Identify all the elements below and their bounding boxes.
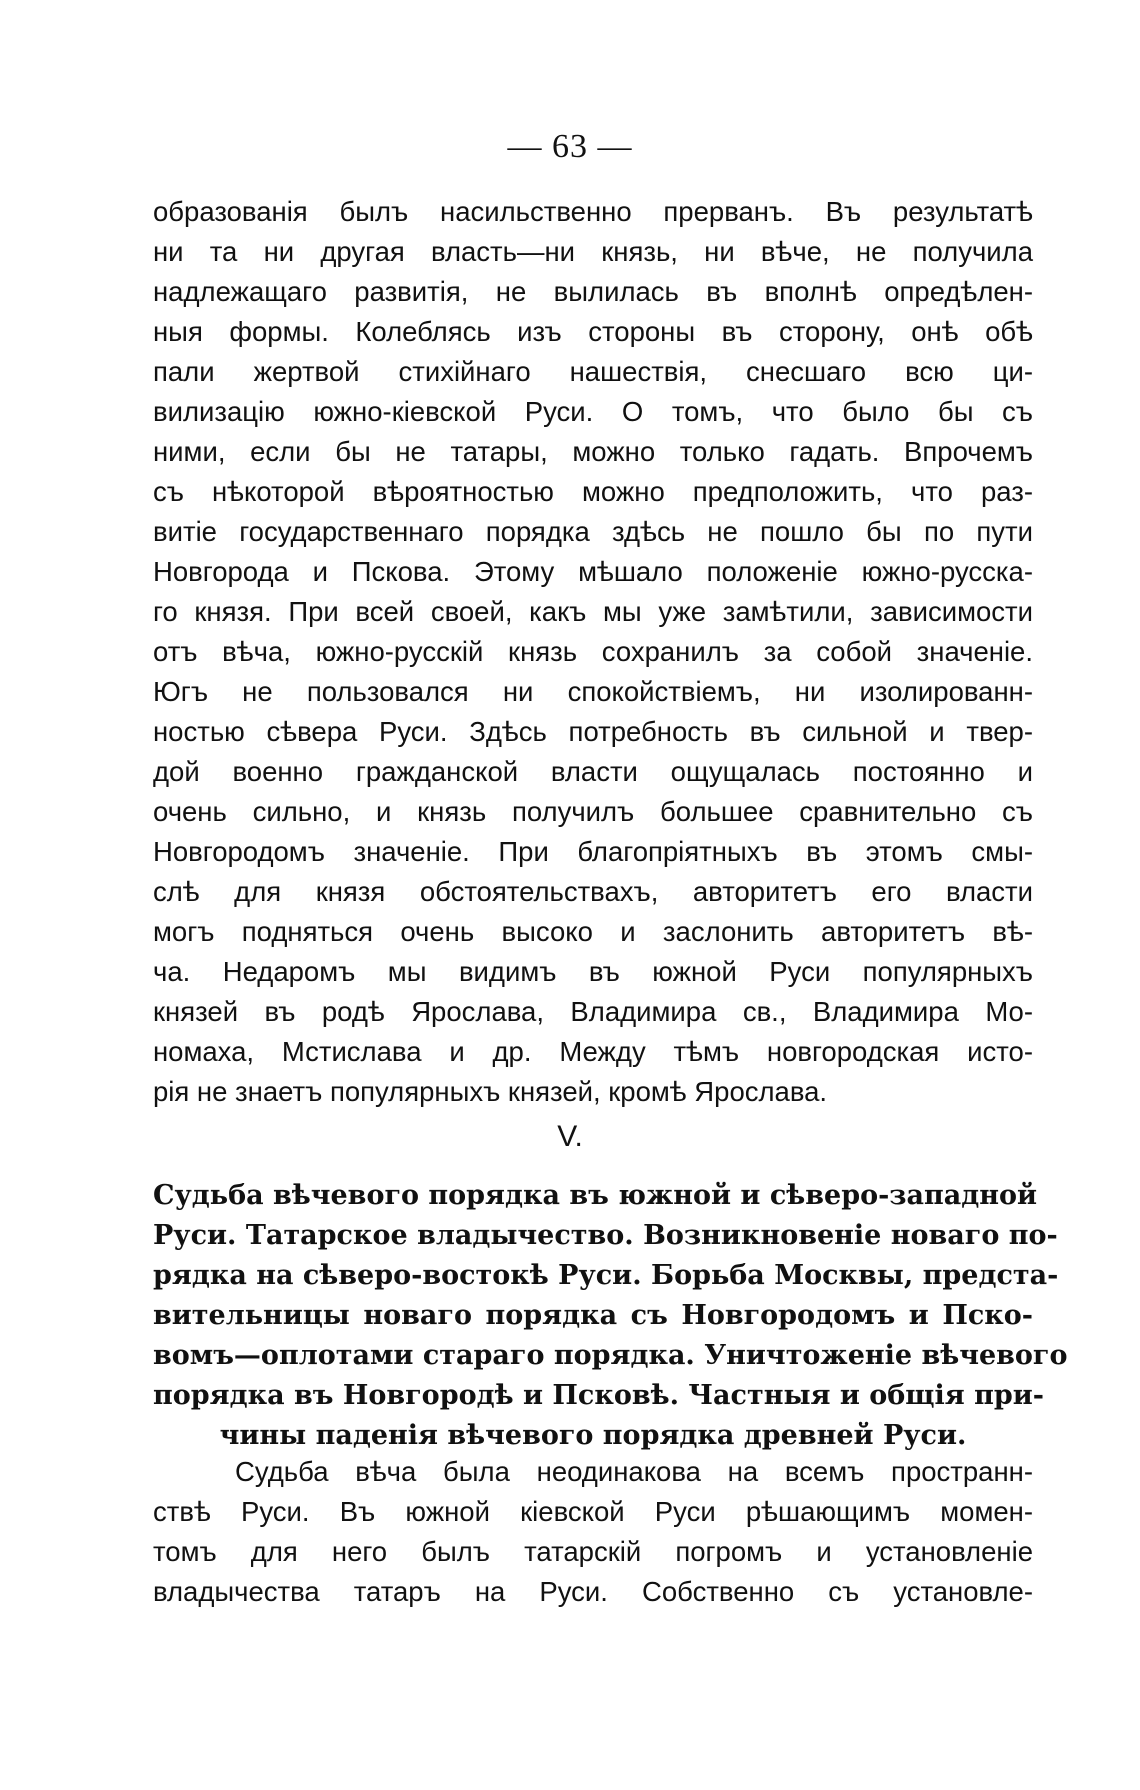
text-line: томъ для него былъ татарскій погромъ и установленіе [153, 1536, 1033, 1567]
text-line: владычества татаръ на Руси. Собственно съ установле- [153, 1576, 1033, 1607]
paragraph-1 [153, 192, 1033, 1112]
text-line: образованія былъ насильственно прерванъ. Въ результатѣ [153, 196, 1033, 227]
text-line: Новгородомъ значеніе. При благопріятныхъ въ этомъ смы- [153, 836, 1033, 867]
text-line: го князя. При всей своей, какъ мы уже замѣтили, зависимости [153, 596, 1033, 627]
text-line: Новгорода и Пскова. Этому мѣшало положеніе южно-русска- [153, 556, 1033, 587]
heading-line: порядка въ Новгородѣ и Псковѣ. Частныя и общія при- [153, 1380, 1044, 1411]
text-line: могъ подняться очень высоко и заслонить авторитетъ вѣ- [153, 916, 1033, 947]
text-line: надлежащаго развитія, не вылилась въ вполнѣ опредѣлен- [153, 276, 1033, 307]
text-line: слѣ для князя обстоятельствахъ, авторитетъ его власти [153, 876, 1033, 907]
text-line: отъ вѣча, южно-русскій князь сохранилъ за собой значеніе. [153, 636, 1033, 667]
text-line: очень сильно, и князь получилъ большее сравнительно съ [153, 796, 1033, 827]
section-numeral: V. [557, 1120, 583, 1153]
text-line: ча. Недаромъ мы видимъ въ южной Руси популярныхъ [153, 956, 1033, 987]
section-heading [153, 1176, 1068, 1456]
text-line: номаха, Мстислава и др. Между тѣмъ новгородская исто- [153, 1036, 1033, 1067]
text-line: ними, если бы не татары, можно только гадать. Впрочемъ [153, 436, 1033, 467]
text-line: ныя формы. Колеблясь изъ стороны въ сторону, онѣ обѣ [153, 316, 1033, 347]
paragraph-2 [153, 1452, 1033, 1612]
text-line: ностью сѣвера Руси. Здѣсь потребность въ сильной и твер- [153, 716, 1033, 747]
text-line: ствѣ Руси. Въ южной кіевской Руси рѣшающимъ момен- [153, 1496, 1033, 1527]
heading-line: вомъ—оплотами стараго порядка. Уничтоженіе вѣчевого [153, 1340, 1068, 1371]
page-number: — 63 — [507, 128, 633, 165]
text-line: ни та ни другая власть—ни князь, ни вѣче, не получила [153, 236, 1033, 267]
heading-line: рядка на сѣверо-востокѣ Руси. Борьба Москвы, предста- [153, 1260, 1059, 1291]
heading-line: чины паденія вѣчевого порядка древней Руси. [219, 1420, 967, 1451]
text-line: рія не знаетъ популярныхъ князей, кромѣ Ярослава. [153, 1076, 828, 1107]
text-line: Югъ не пользовался ни спокойствіемъ, ни изолированн- [153, 676, 1033, 707]
text-line: витіе государственнаго порядка здѣсь не пошло бы по пути [153, 516, 1033, 547]
text-line: съ нѣкоторой вѣроятностью можно предположить, что раз- [153, 476, 1033, 507]
text-line: дой военно гражданской власти ощущалась постоянно и [153, 756, 1033, 787]
heading-line: Руси. Татарское владычество. Возникновеніе новаго по- [153, 1220, 1058, 1251]
text-line: князей въ родѣ Ярослава, Владимира св., Владимира Мо- [153, 996, 1033, 1027]
text-line: вилизацію южно-кіевской Руси. О томъ, что было бы съ [153, 396, 1033, 427]
heading-line: Судьба вѣчевого порядка въ южной и сѣверо-западной [153, 1180, 1038, 1211]
text-line: Судьба вѣча была неодинакова на всемъ пространн- [235, 1456, 1033, 1487]
heading-line: вительницы новаго порядка съ Новгородомъ и Пско- [153, 1300, 1033, 1331]
text-line: пали жертвой стихійнаго нашествія, снесшаго всю ци- [153, 356, 1033, 387]
